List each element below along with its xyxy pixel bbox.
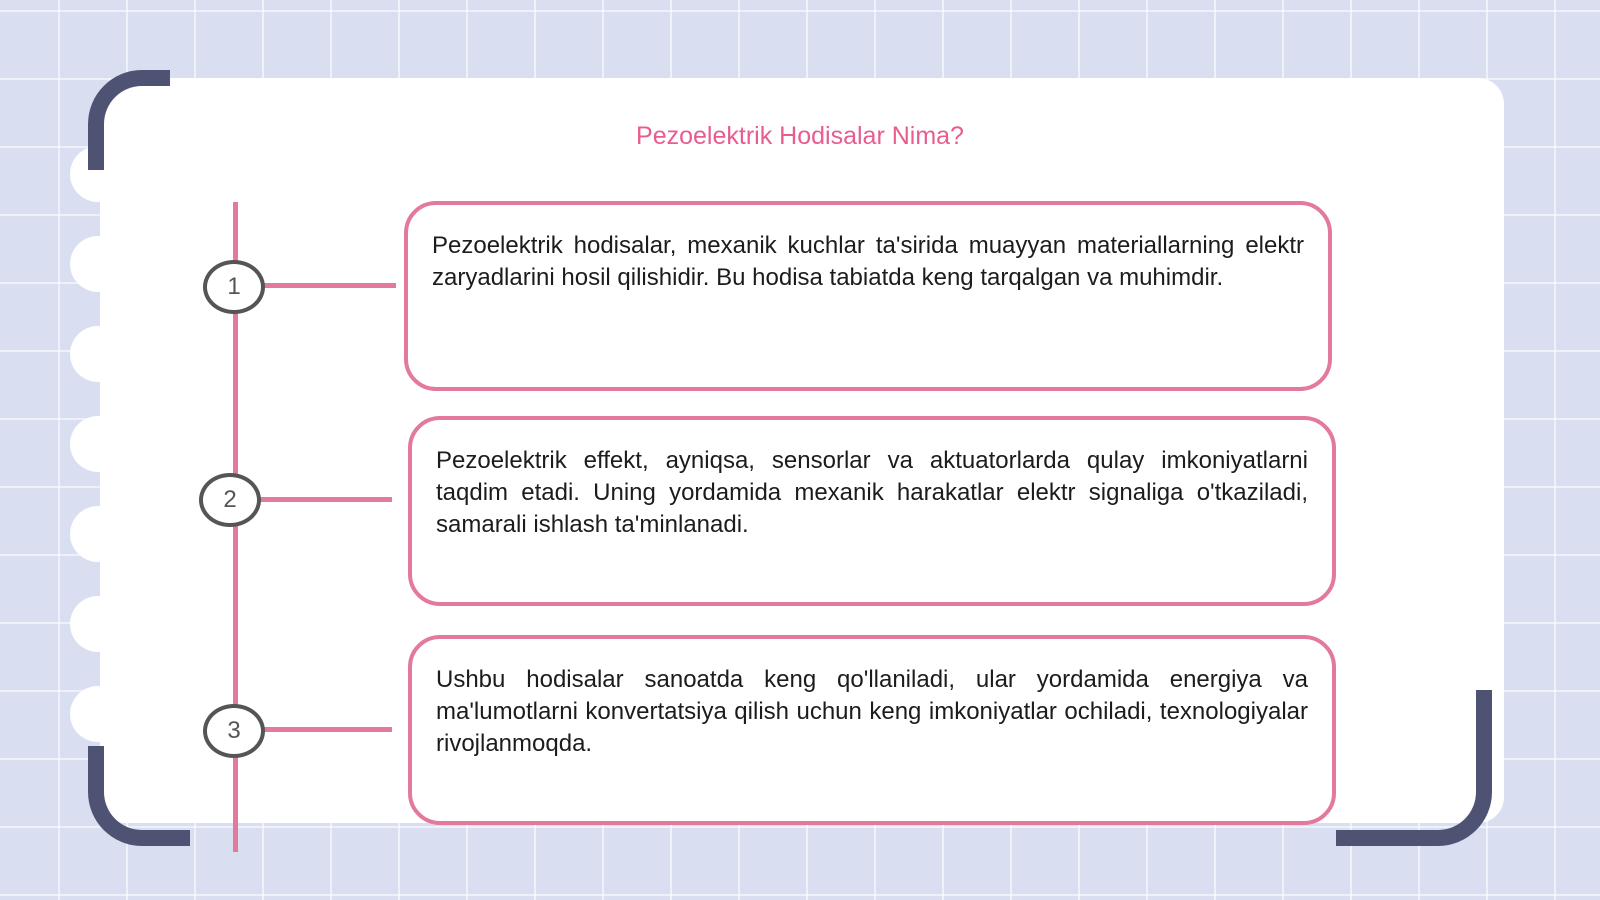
step-text-1: Pezoelektrik hodisalar, mexanik kuchlar ta'sirida muayyan materiallarning elektr zaryadlarini hosil qilishidir. Bu hodisa tabiatda keng tarqalgan va muhimdir. [432, 232, 1304, 291]
step-number-2: 2 [223, 486, 237, 513]
step-number-1: 1 [227, 273, 241, 300]
step-number-circle-1 [203, 260, 265, 314]
step-box-1 [404, 201, 1332, 391]
step-number-circle-2 [199, 473, 261, 527]
step-box-3 [408, 635, 1336, 825]
step-box-2 [408, 416, 1336, 606]
step-number-circle-3 [203, 704, 265, 758]
step-connector-1 [262, 283, 396, 288]
step-text-2: Pezoelektrik effekt, ayniqsa, sensorlar va aktuatorlarda qulay imkoniyatlarni taqdim etadi. Uning yordamida mexanik harakatlar elektr signaliga o'tkaziladi, samarali ishlash ta'minlanadi. [436, 447, 1308, 538]
corner-bracket-top-left [88, 70, 170, 170]
step-number-3: 3 [227, 717, 241, 744]
corner-bracket-bottom-right [1336, 690, 1492, 846]
slide-title: Pezoelektrik Hodisalar Nima? [636, 122, 964, 150]
corner-bracket-bottom-left [88, 746, 190, 846]
step-connector-2 [260, 497, 392, 502]
step-text-3: Ushbu hodisalar sanoatda keng qo'llaniladi, ular yordamida energiya va ma'lumotlarni konvertatsiya qilish uchun keng imkoniyatlar ochiladi, texnologiyalar rivojlanmoqda. [436, 666, 1308, 757]
step-connector-3 [264, 727, 392, 732]
